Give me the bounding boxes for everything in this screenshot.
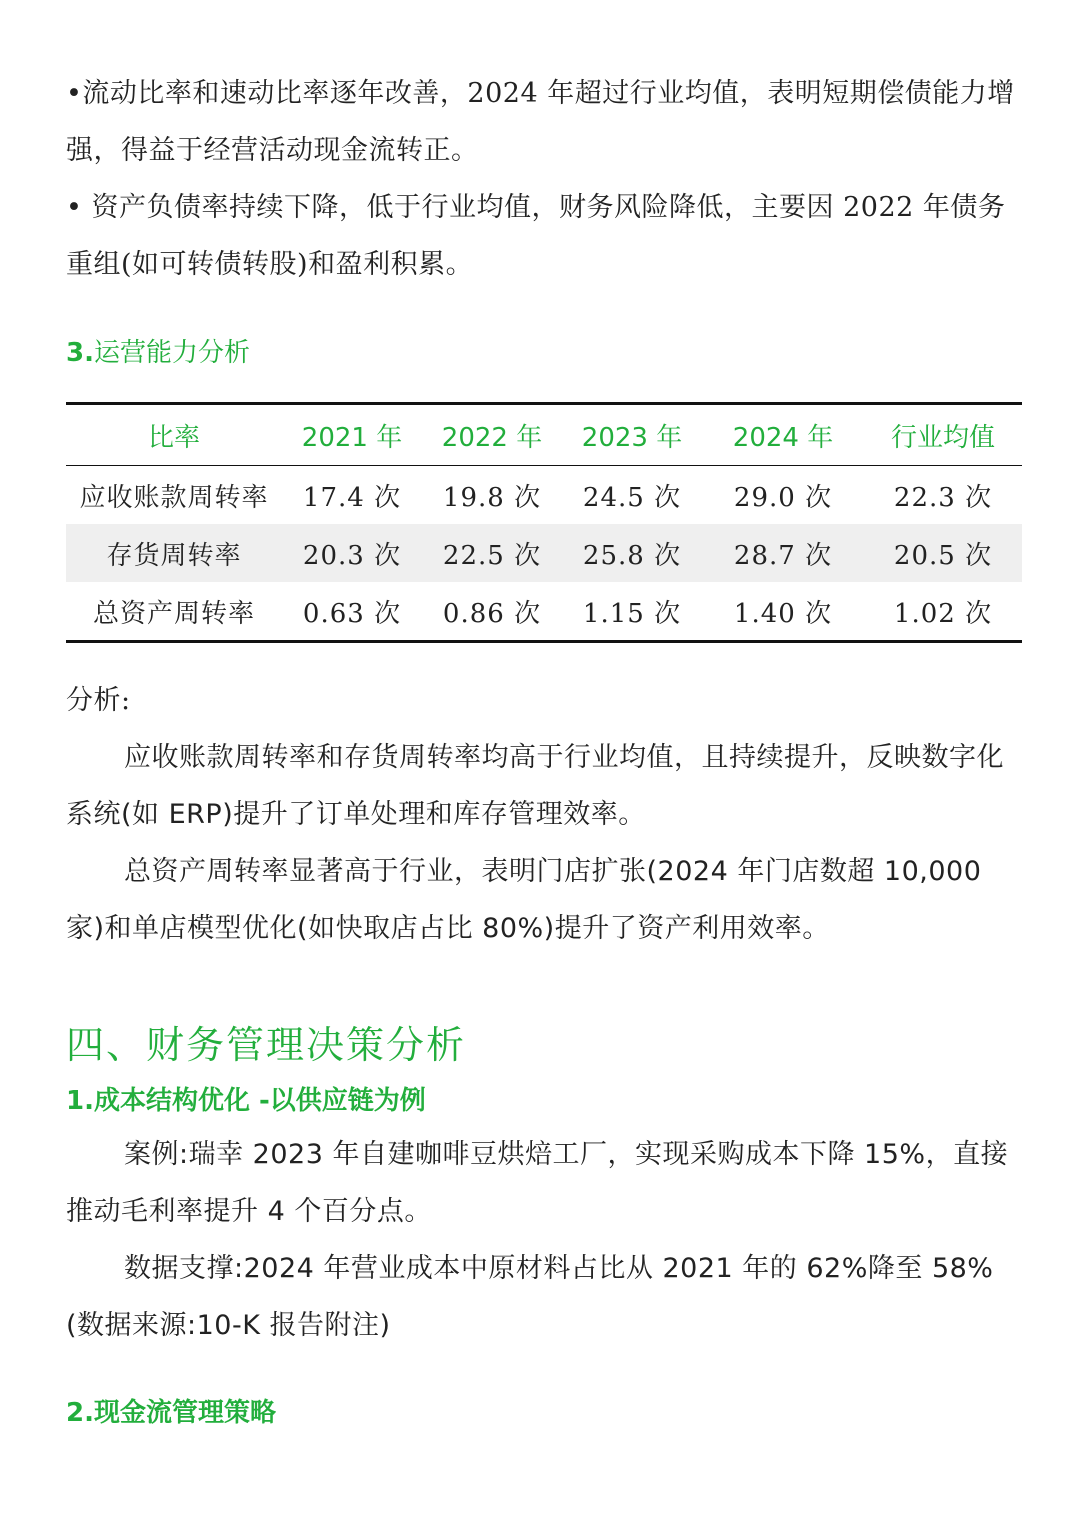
column-header: 2024 年: [702, 404, 864, 466]
table-cell: 25.8 次: [562, 524, 702, 582]
column-header: 2023 年: [562, 404, 702, 466]
column-header: 比率: [66, 404, 282, 466]
table-cell: 22.3 次: [893, 482, 993, 513]
table-cell: 20.3 次: [282, 524, 422, 582]
table-cell: 28.7 次: [702, 524, 864, 582]
table-cell: 1.02 次: [864, 582, 1022, 642]
table-cell: 22.5 次: [422, 524, 562, 582]
analysis-paragraph-1: 应收账款周转率和存货周转率均高于行业均值，且持续提升，反映数字化系统(如 ERP)提升了订单处理和库存管理效率。: [66, 742, 1004, 830]
bullet-debt-ratio: • 资产负债率持续下降，低于行业均值，财务风险降低，主要因 2022 年债务重组(如可转债转股)和盈利积累。: [66, 192, 1006, 280]
table-row: [66, 466, 1022, 525]
section-title: 运营能力分析: [93, 338, 250, 368]
table-header-row: [66, 404, 1022, 466]
table-cell: 0.63 次: [282, 582, 422, 642]
data-support-paragraph: 数据支撑:2024 年营业成本中原材料占比从 2021 年的 62%降至 58%(数据来源:10-K 报告附注): [66, 1253, 994, 1341]
bullet-liquidity: •流动比率和速动比率逐年改善，2024 年超过行业均值，表明短期偿债能力增强，得益于经营活动现金流转正。: [66, 78, 1015, 166]
table-cell: 0.86 次: [422, 582, 562, 642]
column-header: 2021 年: [282, 404, 422, 466]
column-header: 行业均值: [864, 404, 1022, 466]
table-cell: 总资产周转率: [66, 582, 282, 642]
table-cell: 29.0 次: [733, 482, 833, 513]
section-heading-decisions: 四、财务管理决策分析: [66, 1023, 467, 1067]
turnover-ratio-table: [66, 402, 1022, 643]
table-cell: 存货周转率: [66, 524, 282, 582]
subsection-heading-cashflow: 2.现金流管理策略: [66, 1398, 276, 1428]
column-header: 2022 年: [422, 404, 562, 466]
table-cell: 1.40 次: [702, 582, 864, 642]
table-cell: 1.15 次: [562, 582, 702, 642]
section-number: 3.: [66, 338, 94, 368]
subsection-heading-cost: 1.成本结构优化 -以供应链为例: [66, 1086, 426, 1116]
table-cell: 应收账款周转率: [79, 482, 269, 513]
case-paragraph: 案例:瑞幸 2023 年自建咖啡豆烘焙工厂，实现采购成本下降 15%，直接推动毛利率提升 4 个百分点。: [66, 1139, 1009, 1227]
analysis-label: 分析:: [66, 685, 131, 716]
table-cell: 17.4 次: [302, 482, 402, 513]
table-cell: 20.5 次: [864, 524, 1022, 582]
analysis-paragraph-2: 总资产周转率显著高于行业，表明门店扩张(2024 年门店数超 10,000 家)和单店模型优化(如快取店占比 80%)提升了资产利用效率。: [66, 856, 982, 944]
table-row: [66, 582, 1022, 642]
table-row: [66, 524, 1022, 582]
table-cell: 19.8 次: [442, 482, 542, 513]
table-cell: 24.5 次: [582, 482, 682, 513]
section-heading-operations: [66, 332, 250, 369]
